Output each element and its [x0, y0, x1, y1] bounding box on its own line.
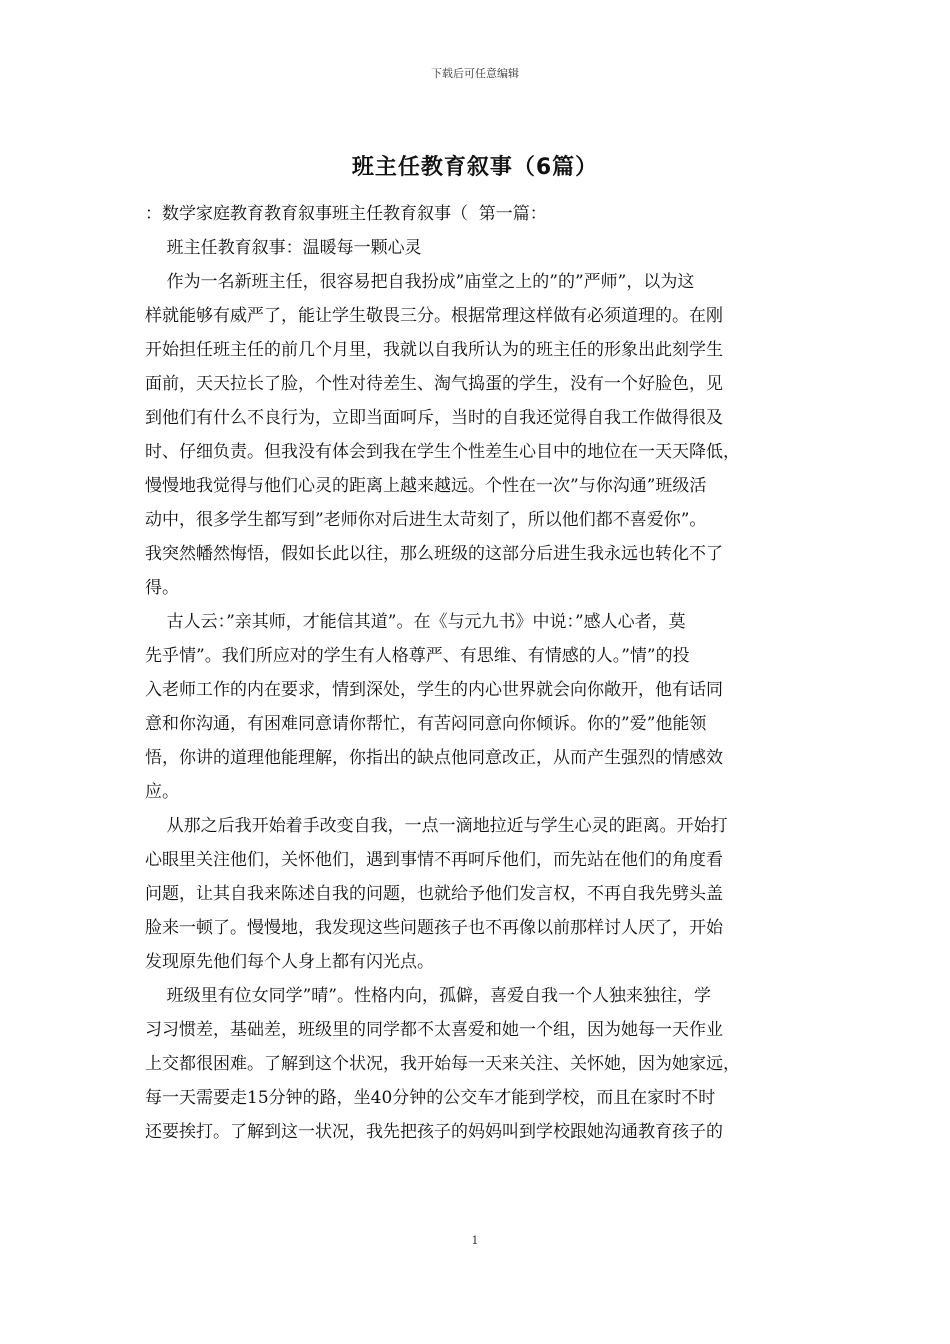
text-line: 得。: [145, 578, 179, 598]
text-line: 问题，让其自我来陈述自我的问题，也就给予他们发言权，不再自我先劈头盖: [145, 884, 723, 904]
text-line: 上交都很困难。了解到这个状况，我开始每一天来关注、关怀她，因为她家远，: [145, 1054, 740, 1074]
text-line: 开始担任班主任的前几个月里，我就以自我所认为的班主任的形象出此刻学生: [145, 340, 723, 360]
text-line: 发现原先他们每个人身上都有闪光点。: [145, 952, 434, 972]
text-line: 先乎情”。我们所应对的学生有人格尊严、有思维、有情感的人。”情”的投: [145, 646, 690, 666]
text-line: 班主任教育叙事：温暖每一颗心灵: [145, 238, 422, 258]
text-line: 我突然幡然悔悟，假如长此以往，那么班级的这部分后进生我永远也转化不了: [145, 544, 723, 564]
text-line: ：数学家庭教育教育叙事班主任教育叙事（ 第一篇：: [145, 204, 547, 224]
page-header: 下载后可任意编辑: [431, 67, 519, 80]
text-line: 时、仔细负责。但我没有体会到我在学生个性差生心目中的地位在一天天降低，: [145, 442, 740, 462]
text-line: 面前，天天拉长了脸，个性对待差生、淘气捣蛋的学生，没有一个好脸色，见: [145, 374, 723, 394]
text-line: 习习惯差，基础差，班级里的同学都不太喜爱和她一个组，因为她每一天作业: [145, 1020, 723, 1040]
document-body: [145, 197, 805, 1149]
text-line: 还要挨打。了解到这一状况，我先把孩子的妈妈叫到学校跟她沟通教育孩子的: [145, 1122, 723, 1142]
text-line: 入老师工作的内在要求，情到深处，学生的内心世界就会向你敞开，他有话同: [145, 680, 723, 700]
text-line: 意和你沟通，有困难同意请你帮忙，有苦闷同意向你倾诉。你的”爱”他能领: [145, 714, 707, 734]
text-line: 古人云：”亲其师，才能信其道”。在《与元九书》中说：”感人心者，莫: [145, 612, 686, 632]
text-line: 作为一名新班主任，很容易把自我扮成”庙堂之上的”的”严师”，以为这: [145, 272, 695, 292]
text-line: 到他们有什么不良行为，立即当面呵斥，当时的自我还觉得自我工作做得很及: [145, 408, 723, 428]
text-line: 班级里有位女同学”晴”。性格内向，孤僻，喜爱自我一个人独来独往，学: [145, 986, 711, 1006]
text-line: 动中，很多学生都写到”老师你对后进生太苛刻了，所以他们都不喜爱你”。: [145, 510, 707, 530]
document-title: 班主任教育叙事（6篇）: [351, 155, 599, 180]
text-line: 从那之后我开始着手改变自我，一点一滴地拉近与学生心灵的距离。开始打: [145, 816, 728, 836]
text-line: 慢慢地我觉得与他们心灵的距离上越来越远。个性在一次”与你沟通”班级活: [145, 476, 707, 496]
text-line: 脸来一顿了。慢慢地，我发现这些问题孩子也不再像以前那样讨人厌了，开始: [145, 918, 723, 938]
text-line: 悟，你讲的道理他能理解，你指出的缺点他同意改正，从而产生强烈的情感效: [145, 748, 723, 768]
text-line: 心眼里关注他们，关怀他们，遇到事情不再呵斥他们，而先站在他们的角度看: [145, 850, 723, 870]
text-line: 应。: [145, 782, 179, 802]
page-number: 1: [471, 1234, 479, 1247]
text-line: 样就能够有威严了，能让学生敬畏三分。根据常理这样做有必须道理的。在刚: [145, 306, 723, 326]
text-line: 每一天需要走15分钟的路，坐40分钟的公交车才能到学校，而且在家时不时: [145, 1088, 716, 1108]
